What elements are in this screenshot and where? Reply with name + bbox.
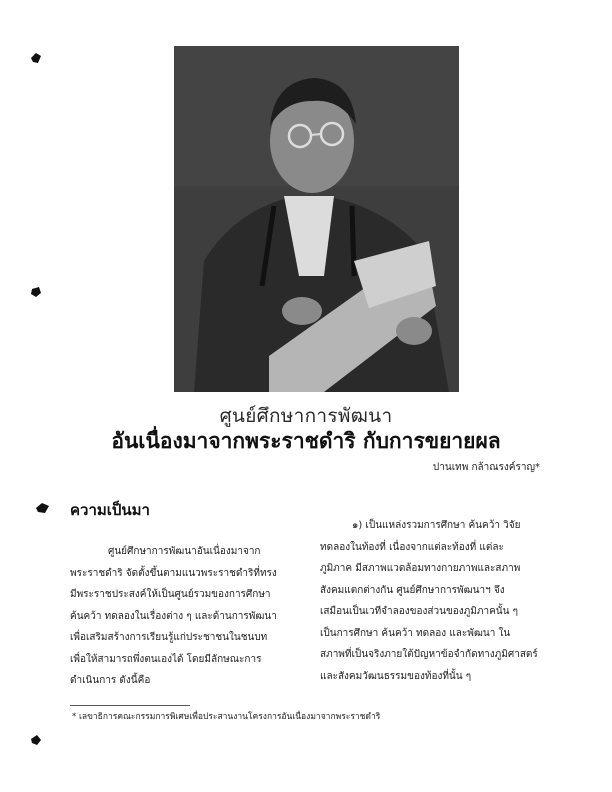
binder-mark-top xyxy=(30,52,42,64)
article-title-line1: ศูนย์ศึกษาการพัฒนา xyxy=(219,405,393,427)
paragraph-line: ดำเนินการ ดังนี้คือ xyxy=(70,675,151,686)
paragraph-line: ทดลองในท้องที่ เนื่องจากแต่ละท้องที่ แต่ละ xyxy=(320,541,504,553)
left-column xyxy=(70,541,320,692)
footnote: * เลขาธิการคณะกรรมการพิเศษเพื่อประสานงานโครงการอันเนื่องมาจากพระราชดำริ xyxy=(72,712,381,722)
paragraph-line: และสังคมวัฒนธรรมของท้องที่นั้น ๆ xyxy=(320,670,472,682)
paragraph-line: ภูมิภาค มีสภาพแวดล้อมทางกายภาพและสภาพ xyxy=(320,563,521,574)
binder-mark-middle xyxy=(30,286,42,298)
portrait-photo xyxy=(174,46,459,392)
author-name: ปานเทพ กล้าณรงค์ราญ* xyxy=(432,462,540,473)
binder-mark-bottom xyxy=(30,734,42,746)
paragraph-line: สภาพที่เป็นจริงภายใต้ปัญหาข้อจำกัดทางภูมิศาสตร์ xyxy=(320,649,538,660)
article-title-line2: อันเนื่องมาจากพระราชดำริ กับการขยายผล xyxy=(111,429,501,453)
paragraph-line: ๑) เป็นแหล่งรวมการศึกษา ค้นคว้า วิจัย xyxy=(352,520,521,531)
paragraph-line: เป็นการศึกษา ค้นคว้า ทดลอง และพัฒนา ใน xyxy=(320,627,511,639)
section-heading: ความเป็นมา xyxy=(70,501,150,519)
paragraph-line: เพื่อเสริมสร้างการเรียนรู้แก่ประชาชนในชนบท xyxy=(70,632,268,643)
paragraph-line: มีพระราชประสงค์ให้เป็นศูนย์รวมของการศึกษา xyxy=(70,589,271,600)
paragraph-line: เพื่อให้สามารถพึ่งตนเองได้ โดยมีลักษณะการ xyxy=(70,653,262,665)
paragraph-line: สังคมแตกต่างกัน ศูนย์ศึกษาการพัฒนาฯ จึง xyxy=(320,584,505,596)
paragraph-line: ศูนย์ศึกษาการพัฒนาอันเนื่องมาจาก xyxy=(108,546,261,557)
section-bullet-icon xyxy=(36,503,49,513)
paragraph-line: เสมือนเป็นเวทีจำลองของส่วนของภูมิภาคนั้น ๆ xyxy=(320,606,518,617)
paragraph-line: พระราชดำริ จัดตั้งขึ้นตามแนวพระราชดำริที่ทรง xyxy=(70,567,277,579)
paragraph-line: ค้นคว้า ทดลองในเรื่องต่าง ๆ และด้านการพัฒนา xyxy=(70,610,277,622)
right-column xyxy=(320,515,560,687)
footnote-rule xyxy=(70,705,190,706)
